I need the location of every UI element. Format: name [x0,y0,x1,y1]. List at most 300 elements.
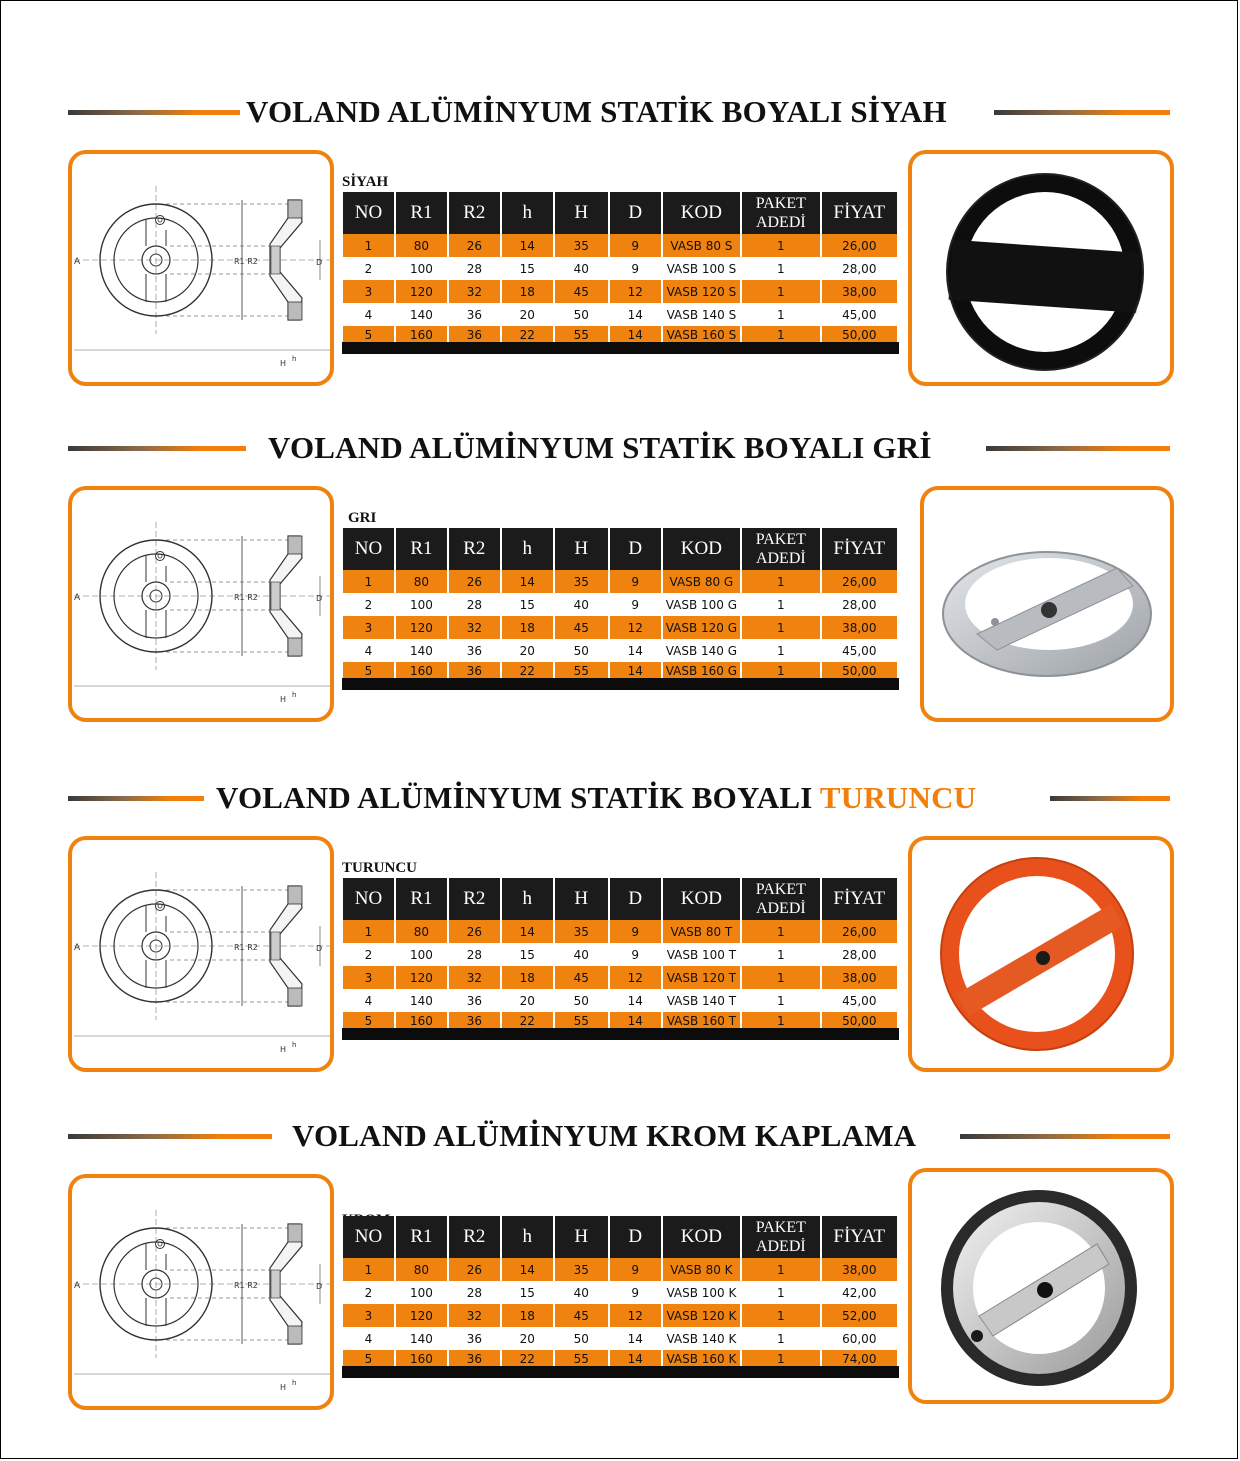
section-title [216,778,976,818]
cell-no: 2 [343,257,394,280]
cell-h: 20 [502,1327,553,1350]
cell-no: 5 [343,662,394,680]
cell-paket: 1 [742,1350,819,1368]
cell-H: 35 [555,570,608,593]
cell-paket: 1 [742,1304,819,1327]
title-rule-left [68,446,246,451]
cell-d: 9 [610,570,661,593]
cell-paket: 1 [742,920,819,943]
cell-H: 50 [555,303,608,326]
cell-fiyat: 60,00 [822,1327,897,1350]
cell-fiyat: 50,00 [822,1012,897,1030]
section-title-row [68,1116,1170,1156]
cell-paket: 1 [742,326,819,344]
cell-kod: VASB 80 T [663,920,740,943]
svg-text:H: H [280,695,287,704]
cell-H: 40 [555,593,608,616]
cell-no: 2 [343,943,394,966]
cell-r1: 80 [396,570,447,593]
black-handwheel-icon [912,154,1170,382]
cell-no: 4 [343,303,394,326]
cell-paket: 1 [742,662,819,680]
cell-fiyat: 38,00 [822,616,897,639]
cell-r2: 26 [449,570,500,593]
table-row [343,234,897,257]
section-title-text: VOLAND ALÜMİNYUM STATİK BOYALI SİYAH [246,94,947,129]
svg-text:R1 R2: R1 R2 [234,1281,258,1290]
cell-r2: 26 [449,920,500,943]
header-r1: R1 [396,192,447,234]
cell-r1: 140 [396,1327,447,1350]
cell-d: 14 [610,303,661,326]
header-r1: R1 [396,878,447,920]
cell-h: 15 [502,1281,553,1304]
svg-text:D: D [316,258,323,267]
cell-r1: 160 [396,326,447,344]
cell-kod: VASB 100 S [663,257,740,280]
cell-H: 40 [555,1281,608,1304]
technical-drawing [68,836,334,1072]
header-fiyat: FİYAT [822,1216,897,1258]
cell-H: 50 [555,639,608,662]
header-paket: PAKET ADEDİ [742,192,819,234]
cell-d: 14 [610,326,661,344]
cell-fiyat: 74,00 [822,1350,897,1368]
product-photo [908,836,1174,1072]
cell-no: 5 [343,326,394,344]
cell-r1: 80 [396,1258,447,1281]
handwheel-drawing-icon [74,492,332,720]
handwheel-drawing-icon [74,842,332,1070]
product-section [0,92,1240,412]
table-row [343,966,897,989]
cell-d: 14 [610,662,661,680]
table-header-row [343,878,897,920]
cell-d: 9 [610,234,661,257]
header-kod: KOD [663,192,740,234]
cell-d: 9 [610,593,661,616]
cell-kod: VASB 140 T [663,989,740,1012]
cell-paket: 1 [742,943,819,966]
cell-kod: VASB 100 K [663,1281,740,1304]
cell-h: 18 [502,616,553,639]
cell-d: 14 [610,639,661,662]
cell-kod: VASB 140 G [663,639,740,662]
cell-kod: VASB 80 G [663,570,740,593]
cell-r2: 32 [449,966,500,989]
cell-H: 45 [555,280,608,303]
cell-fiyat: 50,00 [822,326,897,344]
header-fiyat: FİYAT [822,192,897,234]
cell-r2: 36 [449,639,500,662]
cell-no: 4 [343,989,394,1012]
cell-r1: 120 [396,966,447,989]
cell-fiyat: 28,00 [822,593,897,616]
cell-paket: 1 [742,639,819,662]
header-h: h [502,1216,553,1258]
cell-r2: 26 [449,1258,500,1281]
cell-h: 15 [502,593,553,616]
cell-no: 4 [343,639,394,662]
price-table [341,192,899,344]
table-header-row [343,528,897,570]
section-title-row [68,778,1170,818]
table-row [343,257,897,280]
section-title [292,1116,916,1156]
header-paket: PAKET ADEDİ [742,878,819,920]
cell-kod: VASB 100 G [663,593,740,616]
svg-text:h: h [292,1041,297,1049]
table-footer-bar [342,678,899,690]
product-photo [920,486,1174,722]
cell-r2: 32 [449,280,500,303]
cell-r2: 28 [449,257,500,280]
product-section [0,778,1240,1098]
cell-r1: 140 [396,989,447,1012]
cell-H: 40 [555,257,608,280]
cell-H: 55 [555,326,608,344]
cell-h: 15 [502,943,553,966]
cell-no: 3 [343,1304,394,1327]
cell-r1: 140 [396,639,447,662]
header-kod: KOD [663,528,740,570]
chrome-handwheel-icon [912,1172,1170,1400]
cell-r2: 26 [449,234,500,257]
cell-d: 12 [610,280,661,303]
cell-H: 45 [555,966,608,989]
gray-handwheel-icon [924,490,1170,718]
header-r2: R2 [449,878,500,920]
header-paket: PAKET ADEDİ [742,528,819,570]
cell-H: 45 [555,616,608,639]
price-table [341,1216,899,1368]
cell-paket: 1 [742,1258,819,1281]
handwheel-drawing-icon [74,156,332,384]
cell-r1: 120 [396,280,447,303]
cell-r2: 36 [449,1350,500,1368]
header-h: h [502,528,553,570]
svg-text:D: D [316,944,323,953]
cell-r2: 36 [449,303,500,326]
cell-no: 5 [343,1012,394,1030]
section-title-text: VOLAND ALÜMİNYUM STATİK BOYALI [216,780,820,815]
cell-paket: 1 [742,303,819,326]
cell-d: 12 [610,966,661,989]
product-section [0,1116,1240,1436]
cell-r2: 36 [449,662,500,680]
cell-paket: 1 [742,1327,819,1350]
table-header-row [343,1216,897,1258]
cell-kod: VASB 80 S [663,234,740,257]
cell-kod: VASB 160 G [663,662,740,680]
title-rule-left [68,110,240,115]
cell-h: 14 [502,234,553,257]
cell-H: 40 [555,943,608,966]
svg-text:A: A [74,1281,81,1291]
technical-drawing [68,1174,334,1410]
cell-r1: 160 [396,1350,447,1368]
section-title-row [68,428,1170,468]
header-d: D [610,1216,661,1258]
price-table [341,528,899,680]
cell-r2: 32 [449,1304,500,1327]
svg-text:R1 R2: R1 R2 [234,943,258,952]
cell-h: 14 [502,1258,553,1281]
table-row [343,943,897,966]
title-rule-right [986,446,1170,451]
orange-handwheel-icon [912,840,1170,1068]
cell-fiyat: 52,00 [822,1304,897,1327]
header-H: H [555,1216,608,1258]
section-title-accent: TURUNCU [819,780,977,815]
cell-r1: 80 [396,234,447,257]
table-header-row [343,192,897,234]
cell-h: 14 [502,570,553,593]
cell-paket: 1 [742,616,819,639]
cell-no: 3 [343,280,394,303]
cell-no: 2 [343,1281,394,1304]
cell-fiyat: 50,00 [822,662,897,680]
product-section [0,428,1240,748]
cell-d: 9 [610,1281,661,1304]
cell-r1: 100 [396,1281,447,1304]
table-row [343,616,897,639]
cell-paket: 1 [742,280,819,303]
header-r2: R2 [449,528,500,570]
cell-no: 1 [343,234,394,257]
cell-h: 22 [502,326,553,344]
cell-h: 20 [502,639,553,662]
svg-text:A: A [74,257,81,267]
cell-r1: 100 [396,593,447,616]
header-r2: R2 [449,192,500,234]
cell-fiyat: 45,00 [822,303,897,326]
cell-h: 22 [502,1350,553,1368]
cell-kod: VASB 160 S [663,326,740,344]
table-footer-bar [342,342,899,354]
svg-text:A: A [74,943,81,953]
cell-d: 9 [610,257,661,280]
cell-r1: 160 [396,662,447,680]
svg-text:D: D [316,1282,323,1291]
table-row [343,920,897,943]
cell-h: 18 [502,966,553,989]
cell-h: 18 [502,1304,553,1327]
table-row [343,303,897,326]
table-row [343,1304,897,1327]
cell-H: 35 [555,920,608,943]
cell-r1: 140 [396,303,447,326]
cell-r2: 28 [449,1281,500,1304]
cell-h: 15 [502,257,553,280]
color-label: SİYAH [342,174,389,190]
cell-d: 12 [610,616,661,639]
cell-fiyat: 28,00 [822,257,897,280]
header-d: D [610,878,661,920]
title-rule-right [960,1134,1170,1139]
header-H: H [555,878,608,920]
section-title-row [68,92,1170,132]
cell-fiyat: 26,00 [822,570,897,593]
cell-paket: 1 [742,257,819,280]
cell-fiyat: 38,00 [822,966,897,989]
cell-r2: 36 [449,326,500,344]
header-h: h [502,878,553,920]
section-title-text: VOLAND ALÜMİNYUM STATİK BOYALI GRİ [268,430,932,465]
product-photo [908,1168,1174,1404]
cell-r1: 120 [396,616,447,639]
cell-fiyat: 28,00 [822,943,897,966]
cell-no: 3 [343,966,394,989]
cell-paket: 1 [742,989,819,1012]
product-photo [908,150,1174,386]
svg-text:h: h [292,691,297,699]
cell-r1: 100 [396,257,447,280]
svg-text:h: h [292,355,297,363]
cell-no: 5 [343,1350,394,1368]
technical-drawing [68,486,334,722]
handwheel-drawing-icon [74,1180,332,1408]
cell-kod: VASB 160 T [663,1012,740,1030]
header-H: H [555,528,608,570]
cell-h: 20 [502,303,553,326]
header-r1: R1 [396,528,447,570]
svg-text:H: H [280,1045,287,1054]
cell-kod: VASB 140 K [663,1327,740,1350]
svg-text:R1 R2: R1 R2 [234,593,258,602]
table-footer-bar [342,1028,899,1040]
cell-d: 14 [610,1012,661,1030]
cell-no: 4 [343,1327,394,1350]
table-footer-bar [342,1366,899,1378]
cell-r2: 36 [449,1012,500,1030]
title-rule-right [994,110,1170,115]
section-title [246,92,947,132]
table-row [343,280,897,303]
svg-text:D: D [316,594,323,603]
cell-r1: 100 [396,943,447,966]
header-d: D [610,528,661,570]
header-no: NO [343,528,394,570]
header-r2: R2 [449,1216,500,1258]
header-fiyat: FİYAT [822,528,897,570]
table-row [343,1281,897,1304]
cell-d: 9 [610,920,661,943]
table-row [343,1327,897,1350]
cell-H: 55 [555,1350,608,1368]
title-rule-left [68,1134,272,1139]
cell-d: 9 [610,1258,661,1281]
cell-fiyat: 26,00 [822,920,897,943]
cell-kod: VASB 120 K [663,1304,740,1327]
header-fiyat: FİYAT [822,878,897,920]
cell-d: 14 [610,1350,661,1368]
header-h: h [502,192,553,234]
cell-kod: VASB 140 S [663,303,740,326]
section-title [268,428,932,468]
cell-h: 20 [502,989,553,1012]
cell-no: 1 [343,1258,394,1281]
title-rule-right [1050,796,1170,801]
cell-H: 55 [555,662,608,680]
cell-paket: 1 [742,966,819,989]
cell-r2: 36 [449,1327,500,1350]
cell-h: 18 [502,280,553,303]
header-H: H [555,192,608,234]
cell-kod: VASB 80 K [663,1258,740,1281]
cell-h: 14 [502,920,553,943]
technical-drawing [68,150,334,386]
header-kod: KOD [663,878,740,920]
cell-d: 14 [610,1327,661,1350]
cell-fiyat: 38,00 [822,1258,897,1281]
table-row [343,639,897,662]
price-table [341,878,899,1030]
cell-paket: 1 [742,1281,819,1304]
cell-d: 14 [610,989,661,1012]
header-paket: PAKET ADEDİ [742,1216,819,1258]
cell-H: 55 [555,1012,608,1030]
header-no: NO [343,192,394,234]
svg-text:H: H [280,1383,287,1392]
header-r1: R1 [396,1216,447,1258]
cell-H: 45 [555,1304,608,1327]
cell-H: 50 [555,989,608,1012]
table-row [343,570,897,593]
cell-r1: 120 [396,1304,447,1327]
svg-text:H: H [280,359,287,368]
cell-h: 22 [502,1012,553,1030]
cell-H: 35 [555,1258,608,1281]
cell-d: 12 [610,1304,661,1327]
cell-r2: 28 [449,943,500,966]
cell-no: 2 [343,593,394,616]
cell-r2: 32 [449,616,500,639]
cell-r1: 80 [396,920,447,943]
cell-r1: 160 [396,1012,447,1030]
cell-paket: 1 [742,570,819,593]
header-kod: KOD [663,1216,740,1258]
cell-fiyat: 45,00 [822,989,897,1012]
cell-r2: 28 [449,593,500,616]
svg-text:A: A [74,593,81,603]
svg-text:h: h [292,1379,297,1387]
section-title-text: VOLAND ALÜMİNYUM KROM KAPLAMA [292,1118,917,1153]
cell-d: 9 [610,943,661,966]
cell-no: 1 [343,920,394,943]
title-rule-left [68,796,204,801]
cell-paket: 1 [742,234,819,257]
header-no: NO [343,1216,394,1258]
cell-kod: VASB 100 T [663,943,740,966]
cell-fiyat: 26,00 [822,234,897,257]
cell-kod: VASB 120 S [663,280,740,303]
color-label: GRI [348,510,377,526]
color-label: TURUNCU [342,860,417,876]
table-row [343,989,897,1012]
cell-no: 3 [343,616,394,639]
table-row [343,1258,897,1281]
cell-kod: VASB 120 G [663,616,740,639]
cell-h: 22 [502,662,553,680]
header-d: D [610,192,661,234]
cell-fiyat: 45,00 [822,639,897,662]
svg-text:R1 R2: R1 R2 [234,257,258,266]
cell-fiyat: 38,00 [822,280,897,303]
cell-paket: 1 [742,1012,819,1030]
header-no: NO [343,878,394,920]
cell-paket: 1 [742,593,819,616]
